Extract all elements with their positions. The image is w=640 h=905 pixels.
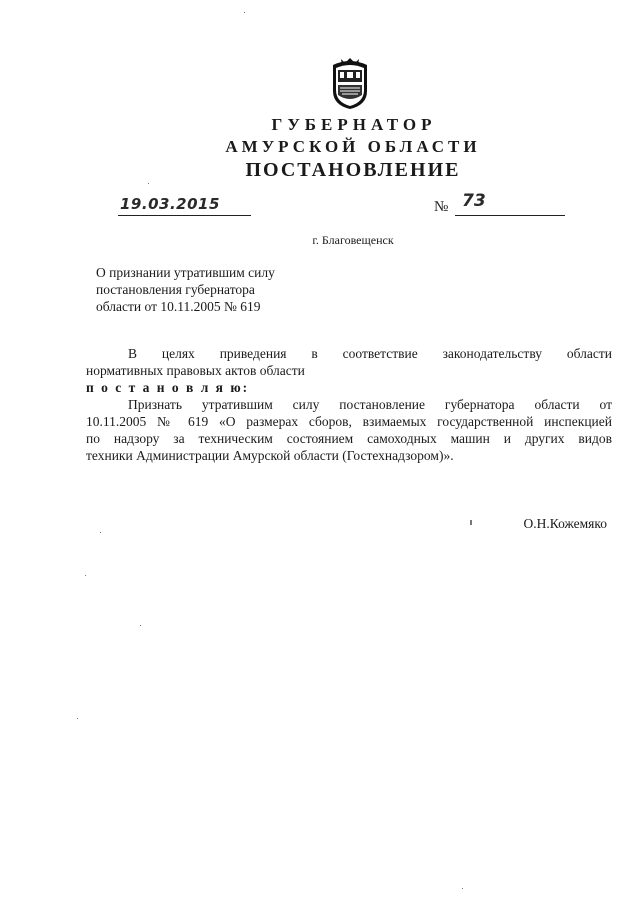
document-date: 19.03.2015 [120,195,220,213]
subject-line: О признании утратившим силу [96,265,275,280]
header-governor: ГУБЕРНАТОР [271,115,437,134]
scan-speck [244,12,245,13]
signatory-name: О.Н.Кожемяко [523,516,607,531]
intro-line: нормативных правовых актов области [86,363,305,378]
coat-of-arms-emblem-icon [327,55,373,111]
scan-speck [85,575,86,576]
intro-line: В целях приведения в соответствие законодательству области [128,346,612,361]
point-line: Признать утратившим силу постановление губернатора области от [128,397,612,412]
point-line: 10.11.2005 № 619 «О размерах сборов, взимаемых государственной инспекцией [86,414,612,429]
document-body [86,345,612,464]
point-line: по надзору за техническим состоянием самоходных машин и других видов [86,431,612,446]
number-label: № [434,199,449,215]
number-underline [455,215,565,216]
resolve-word: п о с т а н о в л я ю: [86,380,250,395]
document-number: 73 [462,191,486,211]
scan-speck [140,625,141,626]
scan-speck [148,183,149,184]
scan-speck [77,718,78,719]
header-region: АМУРСКОЙ ОБЛАСТИ [225,137,481,156]
scan-speck [470,520,472,525]
subject-line: постановления губернатора [96,282,255,297]
scan-speck [100,532,101,533]
document-subject [96,264,275,315]
point-line: техники Администрации Амурской области (Гостехнадзором)». [86,448,454,463]
scan-speck [462,888,463,889]
city-name: г. Благовещенск [312,233,394,247]
subject-line: области от 10.11.2005 № 619 [96,299,261,314]
date-underline [118,215,251,216]
document-type-title: ПОСТАНОВЛЕНИЕ [245,159,461,181]
